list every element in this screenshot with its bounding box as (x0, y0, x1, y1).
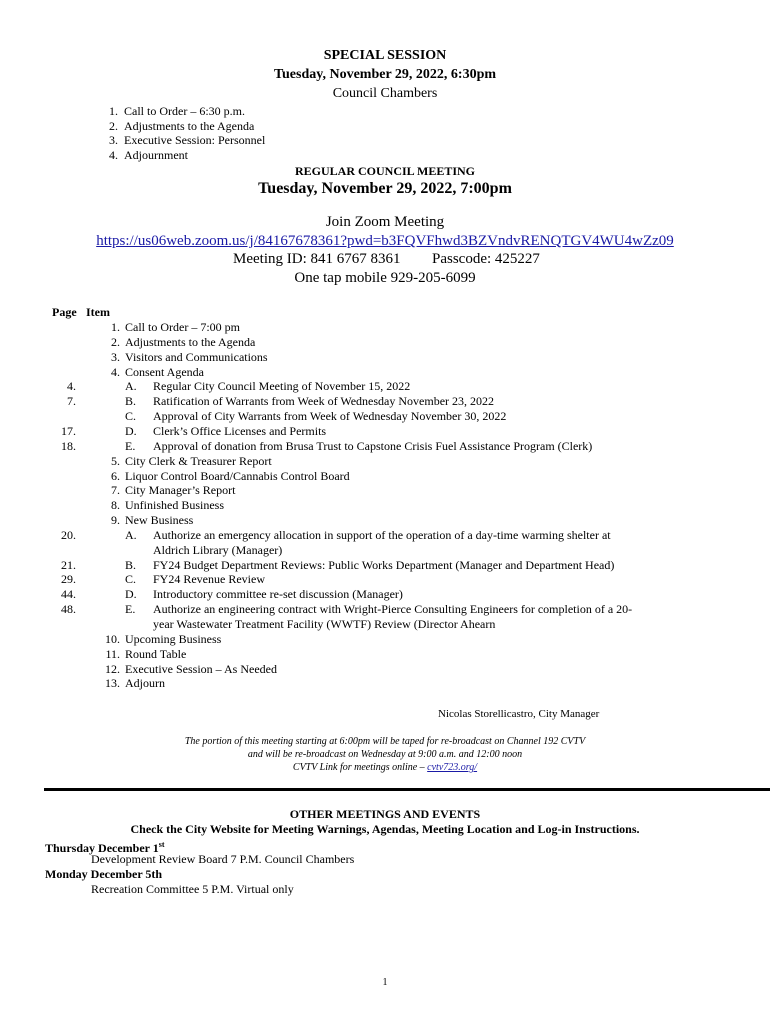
page-ref: 48. (61, 602, 76, 617)
page-ref: 20. (61, 527, 76, 542)
event-day-2-detail: Recreation Committee 5 P.M. Virtual only (91, 882, 294, 896)
item-number: 2. (109, 118, 118, 133)
item-letter: C. (125, 409, 137, 424)
item-letter: B. (125, 557, 137, 572)
special-session-item (0, 119, 770, 134)
special-session-item (0, 133, 770, 148)
item-text: FY24 Revenue Review (153, 572, 265, 587)
item-letter: E. (125, 438, 136, 453)
agenda-row (0, 439, 770, 454)
item-number: 3. (111, 349, 120, 364)
item-number: 6. (111, 468, 120, 483)
item-letter: B. (125, 394, 137, 409)
item-text: Unfinished Business (125, 498, 224, 513)
agenda-row (0, 617, 770, 632)
agenda-row (0, 558, 770, 573)
item-letter: D. (125, 587, 137, 602)
agenda-row (0, 676, 770, 691)
item-number: 13. (105, 676, 120, 691)
event-day-1-detail: Development Review Board 7 P.M. Council Chambers (91, 852, 355, 866)
item-number: 9. (111, 513, 120, 528)
item-letter: E. (125, 602, 136, 617)
item-number: 8. (111, 498, 120, 513)
meeting-passcode: Passcode: 425227 (432, 251, 540, 267)
item-number: 1. (109, 104, 118, 118)
item-number: 12. (105, 661, 120, 676)
item-number: 10. (105, 631, 120, 646)
page-ref: 17. (61, 423, 76, 438)
item-number: 5. (111, 453, 120, 468)
agenda-row (0, 572, 770, 587)
other-meetings-subtitle: Check the City Website for Meeting Warnings, Agendas, Meeting Location and Log-in Instructions. (130, 822, 640, 836)
agenda-row (0, 528, 770, 543)
agenda-row (0, 498, 770, 513)
agenda-row (0, 454, 770, 469)
item-text: Authorize an engineering contract with Wright-Pierce Consulting Engineers for completion of a 20- (153, 602, 633, 617)
special-session-title: SPECIAL SESSION (323, 48, 447, 63)
item-text: Round Table (125, 646, 187, 661)
page-ref: 18. (61, 438, 76, 453)
item-text: Call to Order – 7:00 pm (125, 320, 240, 334)
item-text: Consent Agenda (125, 364, 204, 379)
regular-meeting-datetime: Tuesday, November 29, 2022, 7:00pm (258, 180, 512, 197)
item-text: FY24 Budget Department Reviews: Public Works Department (Manager and Department Head) (153, 557, 615, 572)
item-number: 11. (105, 646, 120, 661)
item-number: 3. (109, 133, 118, 148)
regular-meeting-title: REGULAR COUNCIL MEETING (294, 164, 476, 178)
item-text: Adjustments to the Agenda (125, 334, 256, 349)
agenda-row (0, 379, 770, 394)
cvtv-line (0, 762, 770, 773)
agenda-row (0, 424, 770, 439)
agenda-row (0, 483, 770, 498)
special-session-item (0, 148, 770, 163)
page-ref: 29. (61, 572, 76, 587)
broadcast-note-line1: The portion of this meeting starting at 6:00pm will be taped for re-broadcast on Channel 192 CVTV (184, 736, 586, 747)
page-ref: 21. (61, 557, 76, 572)
page-ref: 4. (67, 379, 76, 394)
meeting-id: Meeting ID: 841 6767 8361 (233, 251, 401, 267)
one-tap-mobile: One tap mobile 929-205-6099 (294, 270, 476, 286)
item-text: Regular City Council Meeting of November 15, 2022 (153, 379, 411, 394)
agenda-row (0, 335, 770, 350)
item-letter: D. (125, 423, 137, 438)
zoom-heading: Join Zoom Meeting (325, 214, 445, 230)
page-ref: 7. (67, 394, 76, 409)
agenda-row (0, 632, 770, 647)
page-column-header: Page (52, 305, 77, 319)
item-text: Clerk’s Office Licenses and Permits (153, 423, 327, 438)
agenda-row (0, 513, 770, 528)
item-text: City Clerk & Treasurer Report (125, 453, 272, 468)
section-divider (44, 788, 770, 791)
item-text: Executive Session: Personnel (124, 133, 266, 148)
other-meetings-title: OTHER MEETINGS AND EVENTS (289, 807, 481, 821)
special-session-item (0, 104, 770, 119)
item-text: Aldrich Library (Manager) (153, 542, 283, 557)
item-text: Executive Session – As Needed (125, 661, 277, 676)
event-day-1: Thursday December 1st (45, 840, 165, 855)
special-session-datetime: Tuesday, November 29, 2022, 6:30pm (273, 67, 497, 82)
item-text: Upcoming Business (125, 631, 222, 646)
item-number: 7. (111, 483, 120, 498)
agenda-row (0, 543, 770, 558)
agenda-row (0, 662, 770, 677)
agenda-row (0, 350, 770, 365)
item-text: year Wastewater Treatment Facility (WWTF) Review (Director Ahearn (153, 617, 496, 631)
cvtv-link[interactable]: cvtv723.org/ (427, 762, 478, 773)
item-text: City Manager’s Report (125, 483, 236, 498)
item-text: Liquor Control Board/Cannabis Control Board (125, 468, 350, 483)
item-letter: C. (125, 572, 137, 587)
item-text: Adjourn (125, 676, 165, 691)
page-number: 1 (382, 977, 388, 988)
special-session-location: Council Chambers (332, 86, 438, 101)
item-text: Approval of donation from Brusa Trust to Capstone Crisis Fuel Assistance Program (Clerk) (153, 438, 593, 453)
item-text: Approval of City Warrants from Week of Wednesday November 30, 2022 (153, 409, 507, 424)
event-day-2: Monday December 5th (45, 867, 163, 881)
item-text: New Business (125, 513, 194, 528)
item-text: Call to Order – 6:30 p.m. (124, 104, 245, 118)
agenda-row (0, 469, 770, 484)
item-text: Adjournment (124, 148, 188, 163)
broadcast-note-line2: and will be re-broadcast on Wednesday at 9:00 a.m. and 12:00 noon (247, 749, 523, 760)
item-number: 2. (111, 334, 120, 349)
item-text: Authorize an emergency allocation in support of the operation of a day-time warming shelter at (153, 527, 611, 542)
agenda-row (0, 602, 770, 617)
agenda-row (0, 587, 770, 602)
zoom-link[interactable]: https://us06web.zoom.us/j/84167678361?pwd=b3FQVFhwd3BZVndvRENQTGV4WU4wZz09 (96, 233, 674, 249)
item-text: Visitors and Communications (125, 349, 268, 364)
agenda-row (0, 409, 770, 424)
item-number: 1. (111, 320, 120, 334)
page-ref: 44. (61, 587, 76, 602)
agenda-row (0, 365, 770, 380)
item-text: Ratification of Warrants from Week of Wednesday November 23, 2022 (153, 394, 495, 409)
cvtv-prefix: CVTV Link for meetings online – (292, 762, 428, 773)
signature: Nicolas Storellicastro, City Manager (438, 708, 600, 720)
agenda-row (0, 320, 770, 335)
agenda-row (0, 394, 770, 409)
item-column-header: Item (86, 305, 110, 319)
item-letter: A. (125, 379, 137, 394)
item-text: Introductory committee re-set discussion (Manager) (153, 587, 403, 602)
agenda-row (0, 647, 770, 662)
item-letter: A. (125, 527, 137, 542)
item-text: Adjustments to the Agenda (124, 118, 255, 133)
item-number: 4. (111, 364, 120, 379)
item-number: 4. (109, 148, 118, 163)
